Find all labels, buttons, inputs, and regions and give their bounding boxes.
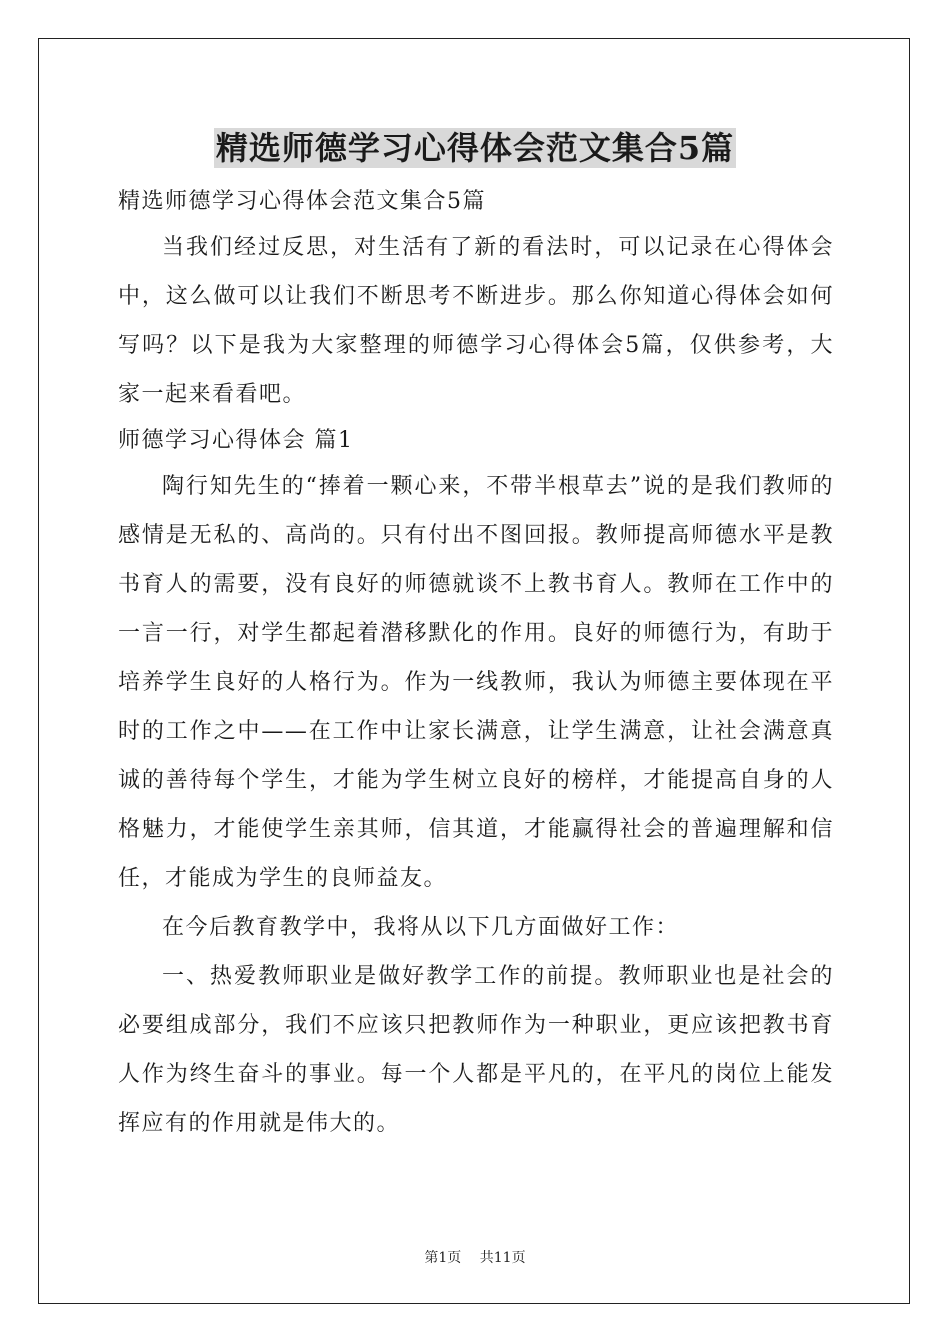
document-subtitle: 精选师德学习心得体会范文集合5篇 bbox=[118, 189, 486, 214]
paragraph-body: 一、热爱教师职业是做好教学工作的前提。教师职业也是社会的必要组成部分，我们不应该只把教师作为一种职业，更应该把教书育人作为终生奋斗的事业。每一个人都是平凡的，在平凡的岗位上能发挥应有的作用就是伟大的。 bbox=[118, 964, 834, 1136]
paragraph-body: 陶行知先生的“捧着一颗心来，不带半根草去”说的是我们教师的感情是无私的、高尚的。只有付出不图回报。教师提高师德水平是教书育人的需要，没有良好的师德就谈不上教书育人。教师在工作中的一言一行，对学生都起着潜移默化的作用。良好的师德行为，有助于培养学生良好的人格行为。作为一线教师，我认为师德主要体现在平时的工作之中——在工作中让家长满意，让学生满意，让社会满意真诚的善待每个学生，才能为学生树立良好的榜样，才能提高自身的人格魅力，才能使学生亲其师，信其道，才能赢得社会的普遍理解和信任，才能成为学生的良师益友。 bbox=[118, 474, 834, 891]
paragraph-intro: 当我们经过反思，对生活有了新的看法时，可以记录在心得体会中，这么做可以让我们不断思考不断进步。那么你知道心得体会如何写吗？以下是我为大家整理的师德学习心得体会5篇，仅供参考，大家一起来看看吧。 bbox=[118, 235, 834, 407]
paragraph-body: 在今后教育教学中，我将从以下几方面做好工作： bbox=[162, 915, 680, 940]
document-title: 精选师德学习心得体会范文集合5篇 bbox=[215, 129, 735, 167]
page-total: 共11页 bbox=[479, 1250, 526, 1266]
page-footer bbox=[0, 1247, 950, 1267]
document-body bbox=[118, 180, 834, 1148]
section-heading: 师德学习心得体会 篇1 bbox=[118, 428, 354, 453]
page-number: 第1页 bbox=[424, 1250, 462, 1266]
title-container bbox=[0, 128, 950, 168]
